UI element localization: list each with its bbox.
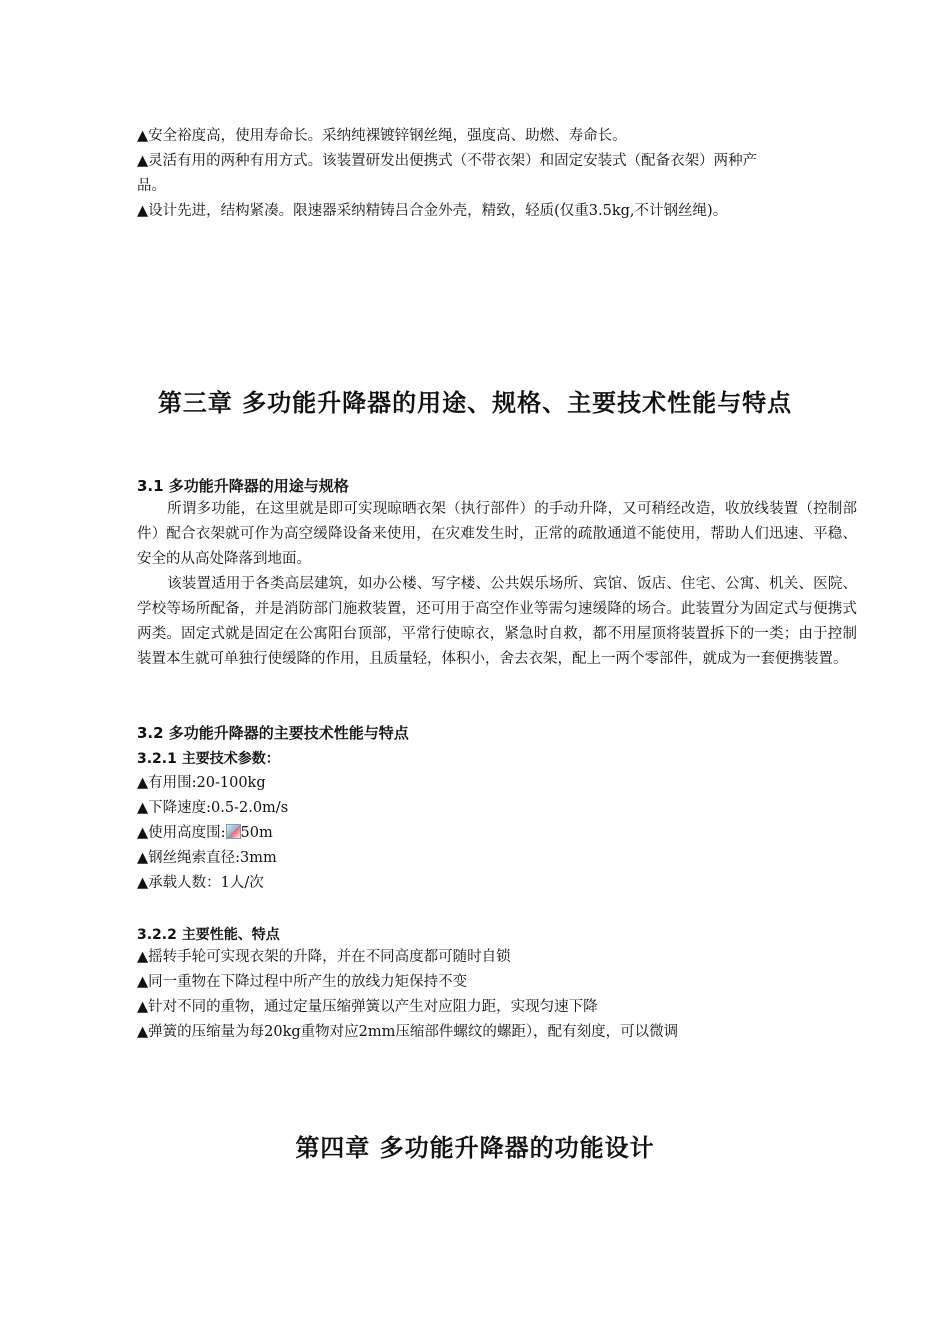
param-load-range: ▲有用围:20-100kg [137,775,266,791]
feature-item: ▲同一重物在下降过程中所产生的放线力矩保持不变 [137,974,468,990]
feature-item: ▲摇转手轮可实现衣架的升降，并在不同高度都可随时自锁 [137,949,511,965]
section-3-1-heading: 3.1 多功能升降器的用途与规格 [137,477,349,495]
subsection-3-2-1-heading: 3.2.1 主要技术参数： [137,751,280,767]
section-3-1-paragraph-2 [137,572,857,672]
paragraph-text: 该装置适用于各类高层建筑，如办公楼、写字楼、公共娱乐场所、宾馆、饭店、住宅、公寓、机关、医院、学校等场所配备，并是消防部门施救装置，还可用于高空作业等需匀速缓降的场合。此装置分为固定式与便携式两类。固定式就是固定在公寓阳台顶部，平常行使晾衣，紧急时自救，都不用屋顶将装置拆下的一类；由于控制装置本生就可单独行使缓降的作用，且质量轻，体积小，舍去衣架，配上一两个零部件，就成为一套便携装置。 [137,576,857,667]
chapter-4-title: 第四章 多功能升降器的功能设计 [295,1134,655,1162]
feature-item: ▲针对不同的重物，通过定量压缩弹簧以产生对应阻力距，实现匀速下降 [137,999,598,1015]
paragraph-text: 所谓多功能，在这里就是即可实现晾晒衣架（执行部件）的手动升降，又可稍经改造，收放线装置（控制部件）配合衣架就可作为高空缓降设备来使用，在灾难发生时，正常的疏散通道不能使用，帮助人们迅速、平稳、安全的从高处降落到地面。 [137,501,857,567]
feature-item: ▲弹簧的压缩量为每20kg重物对应2mm压缩部件螺纹的螺距），配有刻度，可以微调 [137,1024,679,1040]
intro-bullet-usage: ▲灵活有用的两种有用方式。该装置研发出便携式（不带衣架）和固定安装式（配备衣架）两种产 [137,153,758,169]
subsection-3-2-2-heading: 3.2.2 主要性能、特点 [137,927,280,943]
param-rope-diameter: ▲钢丝绳索直径:3mm [137,850,277,866]
section-3-2-heading: 3.2 多功能升降器的主要技术性能与特点 [137,724,409,742]
broken-image-icon [226,824,241,839]
param-descent-speed: ▲下降速度:0.5-2.0m/s [137,800,289,816]
intro-bullet-design: ▲设计先进，结构紧凑。限速器采纳精铸吕合金外壳，精致，轻质(仅重3.5kg,不计钢丝绳)。 [137,203,728,219]
param-height-label: ▲使用高度围: [137,825,226,841]
param-height-range [137,821,857,846]
section-3-1-paragraph-1 [137,497,857,572]
intro-bullet-usage-cont: 品。 [137,178,166,194]
param-capacity: ▲承载人数：1人/次 [137,875,264,891]
chapter-3-title: 第三章 多功能升降器的用途、规格、主要技术性能与特点 [157,389,793,417]
param-height-value: 50m [240,825,273,841]
intro-bullet-safety: ▲安全裕度高，使用寿命长。采纳纯裸镀锌钢丝绳，强度高、助燃、寿命长。 [137,128,627,144]
